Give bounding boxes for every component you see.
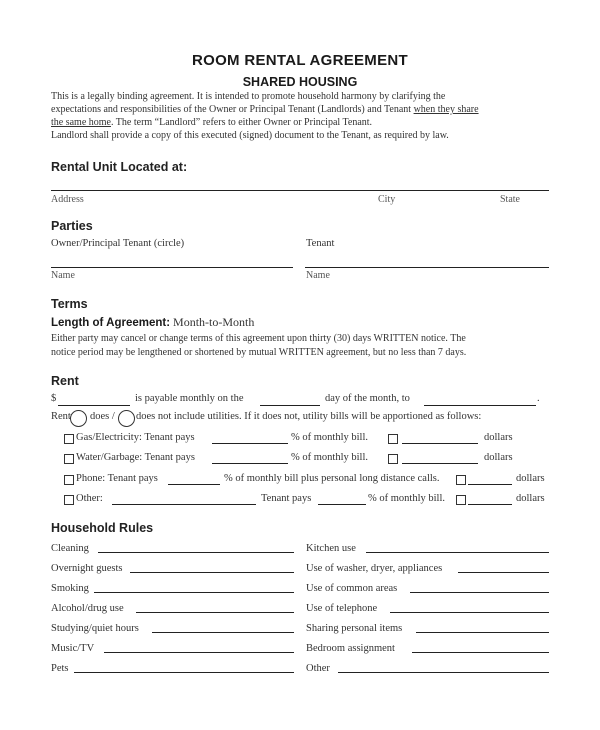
rule-field-alcohol[interactable] <box>136 612 294 613</box>
water-pct-field[interactable] <box>212 463 288 464</box>
phone-pct-text: % of monthly bill plus personal long distance calls. <box>224 473 440 484</box>
water-label: Water/Garbage: Tenant pays <box>76 452 195 463</box>
length-label: Length of Agreement: <box>51 317 171 329</box>
dollar-sign: $ <box>51 393 57 404</box>
other-dollars-text: dollars <box>516 493 545 504</box>
household-rules-heading: Household Rules <box>51 521 154 535</box>
rule-field-common-areas[interactable] <box>410 592 549 593</box>
intro-paragraph <box>51 90 551 142</box>
rule-label: Use of telephone <box>306 603 378 614</box>
not-include-text: does not include utilities. If it does not, utility bills will be apportioned as follows: <box>136 411 482 422</box>
intro-text: expectations and responsibilities of the Owner or Principal Tenant (Landlords) and Tenant <box>51 104 414 115</box>
rule-label: Alcohol/drug use <box>51 603 124 614</box>
gas-dollars-text: dollars <box>484 432 513 443</box>
does-circle[interactable] <box>70 410 87 427</box>
parties-heading: Parties <box>51 219 93 233</box>
terms-text-line: Either party may cancel or change terms of this agreement upon thirty (30) days WRITTEN notice. The <box>51 333 466 344</box>
rule-label: Cleaning <box>51 543 89 554</box>
does-word: does / <box>90 411 115 422</box>
rule-label: Kitchen use <box>306 543 356 554</box>
other-pct-field[interactable] <box>318 504 366 505</box>
length-of-agreement <box>51 315 254 330</box>
rent-word: Rent <box>51 411 71 422</box>
phone-label: Phone: Tenant pays <box>76 473 158 484</box>
terms-text-line: notice period may be lengthened or shortened by mutual WRITTEN agreement, but no less than 7 days. <box>51 347 467 358</box>
city-label: City <box>378 194 396 205</box>
rule-field-studying[interactable] <box>152 632 294 633</box>
rule-field-other[interactable] <box>338 672 549 673</box>
intro-underlined: when they share <box>413 104 479 115</box>
rule-label: Other <box>306 663 330 674</box>
rule-label: Bedroom assignment <box>306 643 395 654</box>
other-label: Other: <box>76 493 103 504</box>
gas-pct-field[interactable] <box>212 443 288 444</box>
other-description-field[interactable] <box>112 504 256 505</box>
phone-checkbox[interactable] <box>64 475 74 485</box>
terms-heading: Terms <box>51 297 88 311</box>
rule-field-telephone[interactable] <box>390 612 549 613</box>
rule-label: Smoking <box>51 583 89 594</box>
other-tenant-pays: Tenant pays <box>261 493 312 504</box>
day-text: day of the month, to <box>325 393 410 404</box>
owner-name-label: Name <box>51 270 75 281</box>
rule-label: Overnight guests <box>51 563 123 574</box>
rule-label: Use of washer, dryer, appliances <box>306 563 443 574</box>
phone-dollars-checkbox[interactable] <box>456 475 466 485</box>
rule-field-appliances[interactable] <box>458 572 549 573</box>
rule-field-personal-items[interactable] <box>416 632 549 633</box>
address-field[interactable] <box>51 190 549 191</box>
period: . <box>537 393 540 404</box>
gas-checkbox[interactable] <box>64 434 74 444</box>
water-checkbox[interactable] <box>64 454 74 464</box>
owner-name-field[interactable] <box>51 267 293 268</box>
rent-day-field[interactable] <box>260 405 320 406</box>
rule-field-bedroom[interactable] <box>412 652 549 653</box>
rent-payee-field[interactable] <box>424 405 536 406</box>
tenant-name-field[interactable] <box>305 267 549 268</box>
other-dollars-checkbox[interactable] <box>456 495 466 505</box>
tenant-label: Tenant <box>306 238 335 249</box>
document-subtitle: SHARED HOUSING <box>242 75 358 89</box>
rent-amount-field[interactable] <box>58 405 130 406</box>
phone-dollars-text: dollars <box>516 473 545 484</box>
owner-label: Owner/Principal Tenant (circle) <box>51 238 185 249</box>
rule-label: Music/TV <box>51 643 95 654</box>
gas-label: Gas/Electricity: Tenant pays <box>76 432 195 443</box>
intro-line: This is a legally binding agreement. It is intended to promote household harmony by clarifying the <box>51 91 446 102</box>
rule-label: Use of common areas <box>306 583 398 594</box>
payable-text: is payable monthly on the <box>135 393 244 404</box>
rule-label: Studying/quiet hours <box>51 623 139 634</box>
rule-field-overnight-guests[interactable] <box>130 572 294 573</box>
water-dollars-checkbox[interactable] <box>388 454 398 464</box>
gas-dollars-checkbox[interactable] <box>388 434 398 444</box>
water-pct-text: % of monthly bill. <box>291 452 368 463</box>
other-dollars-field[interactable] <box>468 504 512 505</box>
other-checkbox[interactable] <box>64 495 74 505</box>
intro-line <box>51 116 551 129</box>
gas-dollars-field[interactable] <box>402 443 478 444</box>
rule-field-cleaning[interactable] <box>98 552 294 553</box>
state-label: State <box>500 194 520 205</box>
water-dollars-field[interactable] <box>402 463 478 464</box>
rule-field-kitchen[interactable] <box>366 552 549 553</box>
document-title: ROOM RENTAL AGREEMENT <box>191 52 409 69</box>
intro-text: . The term “Landlord” refers to either Owner or Principal Tenant. <box>110 117 373 128</box>
phone-pct-field[interactable] <box>168 484 220 485</box>
rule-field-smoking[interactable] <box>94 592 294 593</box>
other-pct-text: % of monthly bill. <box>368 493 445 504</box>
rule-label: Pets <box>51 663 69 674</box>
rule-field-pets[interactable] <box>74 672 294 673</box>
phone-dollars-field[interactable] <box>468 484 512 485</box>
intro-line <box>51 103 551 116</box>
rental-unit-heading: Rental Unit Located at: <box>51 160 188 174</box>
gas-pct-text: % of monthly bill. <box>291 432 368 443</box>
tenant-name-label: Name <box>306 270 330 281</box>
address-label: Address <box>51 194 84 205</box>
rule-label: Sharing personal items <box>306 623 403 634</box>
rule-field-music[interactable] <box>104 652 294 653</box>
does-not-circle[interactable] <box>118 410 135 427</box>
water-dollars-text: dollars <box>484 452 513 463</box>
intro-line: Landlord shall provide a copy of this executed (signed) document to the Tenant, as required by law. <box>51 130 449 141</box>
length-value: Month-to-Month <box>173 315 255 329</box>
rent-heading: Rent <box>51 374 79 388</box>
intro-underlined: the same home <box>51 117 111 128</box>
